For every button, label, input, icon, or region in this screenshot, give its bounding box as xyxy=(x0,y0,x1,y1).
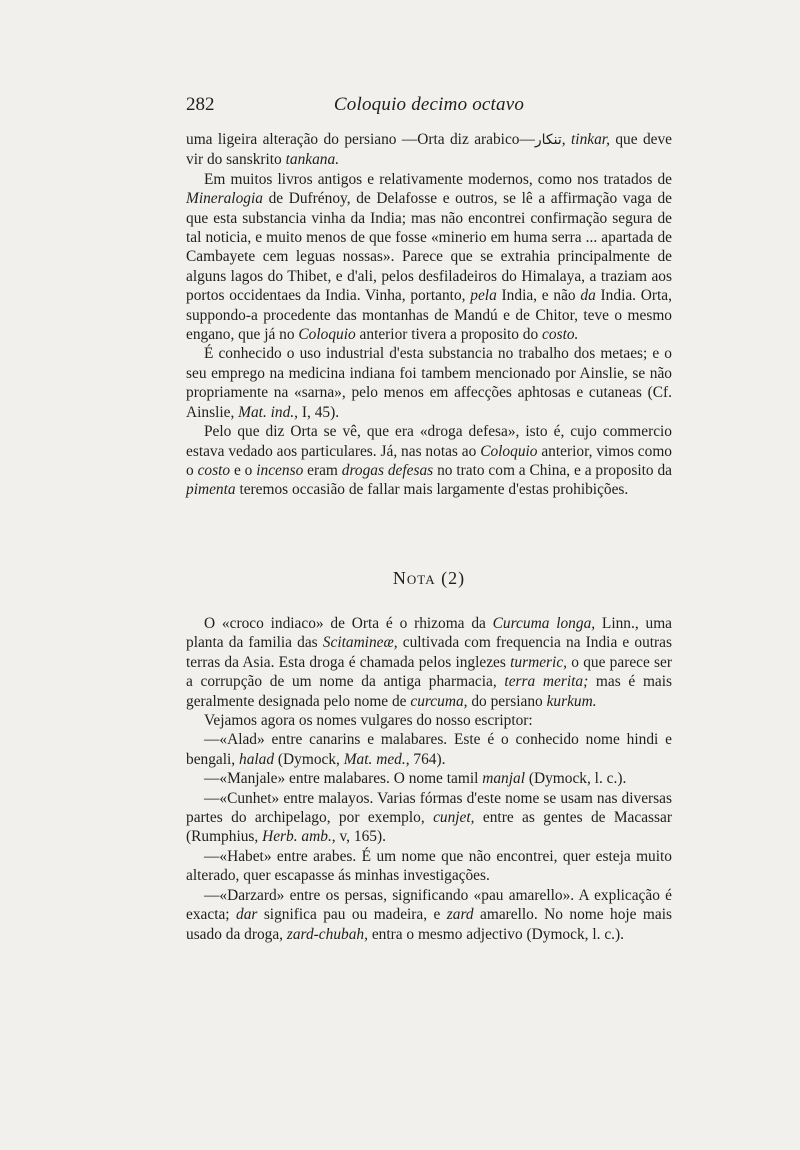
paragraph: —«Darzard» entre os persas, significando «pau amarello». A explicação é exacta; dar significa pau ou madeira, e zard amarello. No nome hoje mais usado da droga, zard-chubah, entra o mesmo adjectivo (Dymock, l. c.). xyxy=(186,886,672,943)
paragraph: —«Manjale» entre malabares. O nome tamil manjal (Dymock, l. c.). xyxy=(204,770,627,788)
paragraph: Em muitos livros antigos e relativamente modernos, como nos tratados de Mineralogia de Dufrénoy, de Delafosse e outros, se lê a affirmação vaga de que esta substancia vinha da India; mas não encontrei confirmação segura de tal noticia, e muito menos de que fosse «minerio em huma serra ... apartada de Cambayete cem leguas nossas». Parece que se extrahia principalmente de alguns lagos do Thibet, e d'ali, pelos desfiladeiros do Himalaya, a traziam aos portos occidentaes da India. Vinha, portanto, pela India, e não da India. Orta, suppondo-a procedente das montanhas de Mandú e de Chitor, teve o mesmo engano, que já no Coloquio anterior tivera a proposito do costo. xyxy=(186,170,672,344)
paragraph: É conhecido o uso industrial d'esta substancia no trabalho dos metaes; e o seu emprego na medicina indiana foi tambem mencionado por Ainslie, se não propriamente na «sarna», pelo menos em affecções aphtosas e cutaneas (Cf. Ainslie, Mat. ind., I, 45). xyxy=(186,345,672,421)
text-block-note xyxy=(186,614,672,944)
paragraph: —«Alad» entre canarins e malabares. Este é o conhecido nome hindi e bengali, halad (Dymock, Mat. med., 764). xyxy=(186,731,672,768)
paragraph: O «croco indiaco» de Orta é o rhizoma da Curcuma longa, Linn., uma planta da familia das Scitamineæ, cultivada com frequencia na India e outras terras da Asia. Esta droga é chamada pelos inglezes turmeric, o que parece ser a corrupção de um nome da antiga pharmacia, terra merita; mas é mais geralmente designada pelo nome de curcuma, do persiano kurkum. xyxy=(186,615,673,710)
paragraph: —«Cunhet» entre malayos. Varias fórmas d'este nome se usam nas diversas partes do archipelago, por exemplo, cunjet, entre as gentes de Macassar (Rumphius, Herb. amb., v, 165). xyxy=(186,789,672,846)
paragraph: uma ligeira alteração do persiano —Orta diz arabico—تنكار, tinkar, que deve vir do sanskrito tankana. xyxy=(186,131,672,169)
running-title: Coloquio decimo octavo xyxy=(333,94,525,115)
paragraph: —«Habet» entre arabes. É um nome que não encontrei, quer esteja muito alterado, quer escapasse ás minhas investigações. xyxy=(186,847,672,885)
paragraph: Pelo que diz Orta se vê, que era «droga defesa», isto é, cujo commercio estava vedado aos particulares. Já, nas notas ao Coloquio anterior, vimos como o costo e o incenso eram drogas defesas no trato com a China, e a proposito da pimenta teremos occasião de fallar mais largamente d'estas prohibições. xyxy=(186,423,672,499)
note-heading: Nota (2) xyxy=(392,568,466,588)
arabic-word: تنكار xyxy=(534,132,562,148)
page-number: 282 xyxy=(186,94,215,115)
paragraph: Vejamos agora os nomes vulgares do nosso escriptor: xyxy=(204,712,533,730)
text-block-top xyxy=(186,130,672,500)
page-header xyxy=(186,94,672,120)
